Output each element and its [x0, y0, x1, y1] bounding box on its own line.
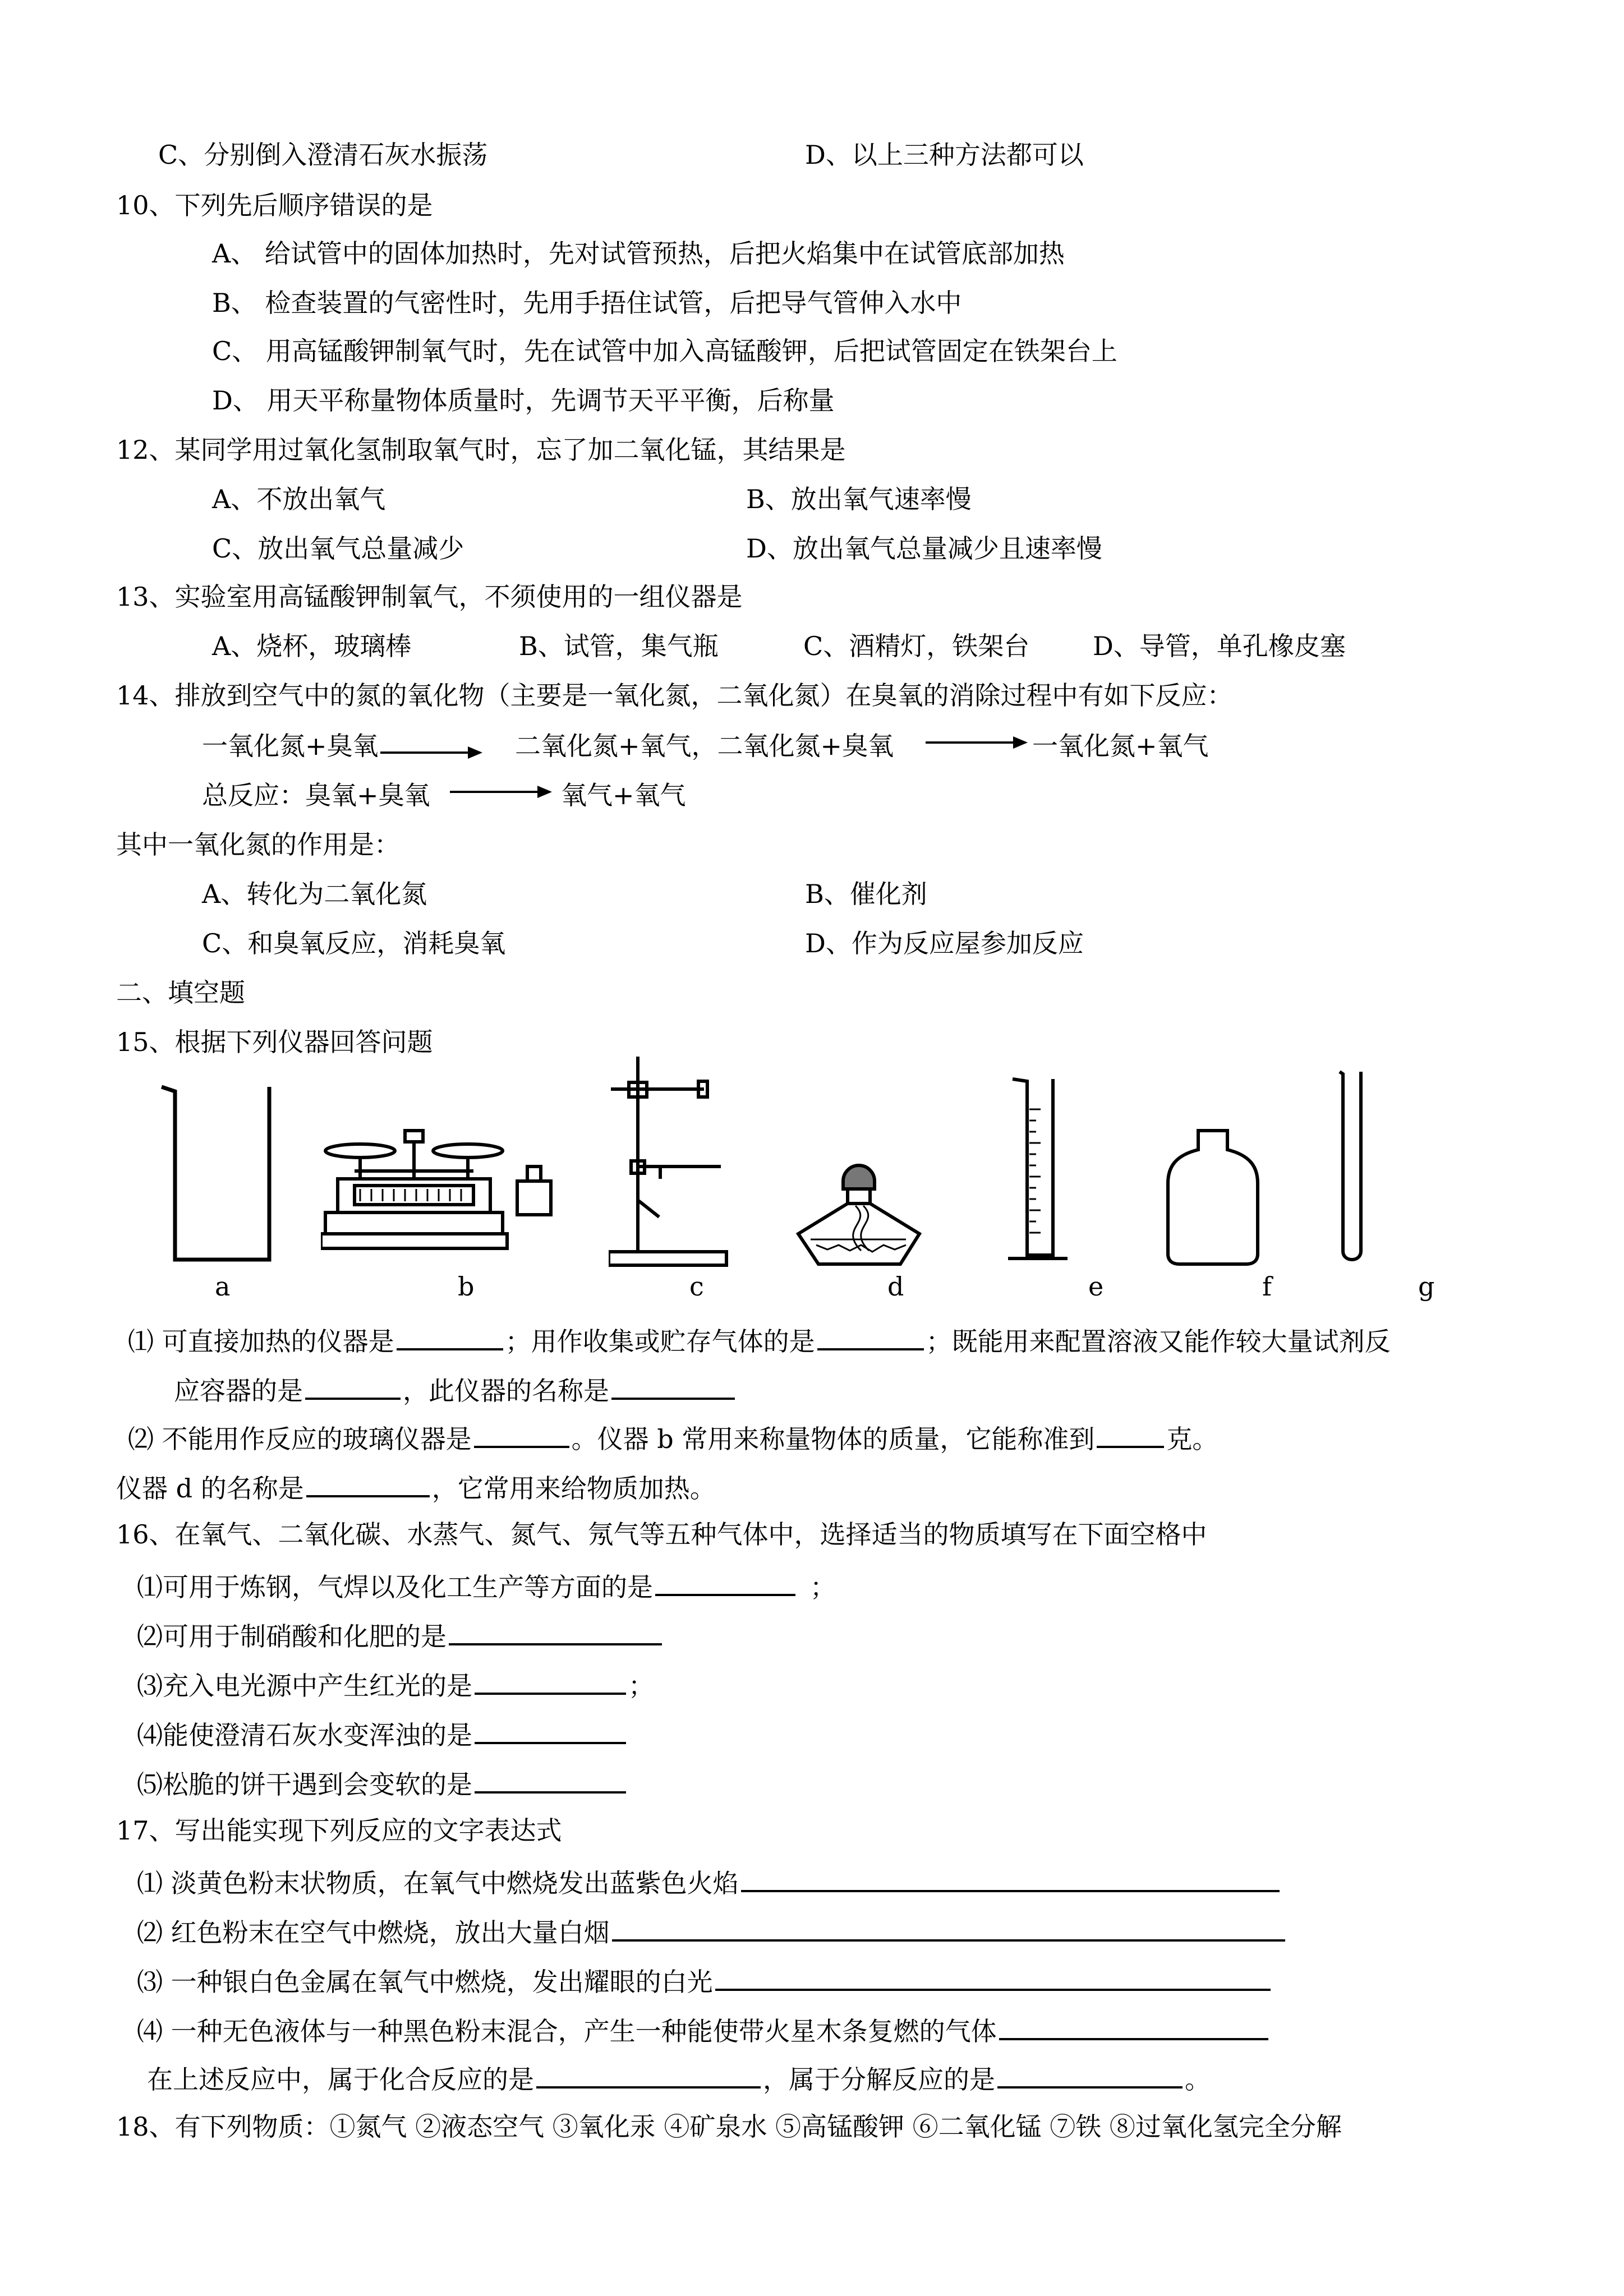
q15-part3 [116, 1469, 716, 1504]
answer-blank[interactable] [475, 1765, 626, 1794]
q17-summary-text-b: ，属于分解反应的是 [763, 2064, 995, 2095]
figure-label-d: d [887, 1271, 904, 1302]
q16-item2 [137, 1617, 664, 1652]
q14-reaction1-right: 二氧化氮+氧气，二氧化氮+臭氧 [515, 731, 894, 761]
q16-item3-text: ⑶充入电光源中产生红光的是 [137, 1671, 472, 1701]
reaction-arrow [450, 791, 550, 793]
q15-part1-text-c: ；既能用来配置溶液又能作较大量试剂反 [926, 1326, 1391, 1357]
q16-item4 [137, 1716, 628, 1751]
q16-item2-text: ⑵可用于制硝酸和化肥的是 [137, 1621, 447, 1652]
q14-option-c: C、和臭氧反应，消耗臭氧 [202, 928, 506, 958]
q13-option-b: B、试管，集气瓶 [519, 631, 719, 661]
q13-stem: 13、实验室用高锰酸钾制氧气，不须使用的一组仪器是 [116, 582, 743, 612]
figure-label-b: b [458, 1271, 475, 1302]
q14-total-right: 氧气+氧气 [561, 780, 686, 810]
q14-option-d: D、作为反应屋参加反应 [805, 928, 1084, 958]
section-heading: 二、填空题 [116, 978, 245, 1008]
answer-blank[interactable] [306, 1469, 430, 1497]
q15-part1-text-b: ；用作收集或贮存气体的是 [505, 1326, 815, 1357]
q14-reaction2-right: 一氧化氮+氧气 [1032, 731, 1209, 761]
q14-reaction1-left: 一氧化氮+臭氧 [202, 731, 379, 761]
q16-item1 [137, 1568, 836, 1603]
q17-item3-text: ⑶ 一种银白色金属在氧气中燃烧，发出耀眼的白光 [137, 1967, 713, 1997]
figure-label-c: c [689, 1271, 704, 1302]
figure-label-f: f [1262, 1271, 1272, 1302]
q18-stem: 18、有下列物质：①氮气 ②液态空气 ③氧化汞 ④矿泉水 ⑤高锰酸钾 ⑥二氧化锰 ⑦铁 ⑧过氧化氢完全分解 [116, 2111, 1342, 2142]
q13-option-c: C、酒精灯，铁架台 [803, 631, 1030, 661]
q15-part3-text-b: ，它常用来给物质加热。 [431, 1473, 716, 1504]
q15-part2-text-c: 克。 [1166, 1424, 1218, 1454]
gas-collecting-bottle-icon [1166, 1127, 1261, 1267]
q10-option-d: D、 用天平称量物体质量时，先调节天平平衡，后称量 [212, 385, 835, 416]
q16-stem: 16、在氧气、二氧化碳、水蒸气、氮气、氖气等五种气体中，选择适当的物质填写在下面空格中 [116, 1519, 1207, 1550]
answer-blank[interactable] [611, 1372, 735, 1400]
q13-option-d: D、导管，单孔橡皮塞 [1093, 631, 1346, 661]
q15-part3-text-a: 仪器 d 的名称是 [116, 1473, 304, 1504]
figure-label-a: a [215, 1271, 231, 1302]
answer-blank[interactable] [397, 1322, 503, 1350]
q17-item2 [137, 1914, 1287, 1948]
q17-item3 [137, 1963, 1273, 1998]
q10-option-b: B、 检查装置的气密性时，先用手捂住试管，后把导气管伸入水中 [212, 288, 962, 318]
answer-blank[interactable] [612, 1914, 1285, 1942]
answer-blank[interactable] [1097, 1420, 1164, 1448]
q15-part2-text-a: ⑵ 不能用作反应的玻璃仪器是 [128, 1424, 472, 1454]
q10-option-a: A、 给试管中的固体加热时，先对试管预热，后把火焰集中在试管底部加热 [212, 238, 1065, 269]
q15-part1-text-a: ⑴ 可直接加热的仪器是 [128, 1326, 394, 1357]
q17-item1-text: ⑴ 淡黄色粉末状物质，在氧气中燃烧发出蓝紫色火焰 [137, 1868, 739, 1898]
q16-item1-end: ； [810, 1572, 836, 1602]
figure-label-e: e [1088, 1271, 1104, 1302]
answer-blank[interactable] [999, 2012, 1268, 2040]
answer-blank[interactable] [741, 1864, 1280, 1892]
answer-blank[interactable] [817, 1322, 924, 1350]
reaction-arrow [380, 751, 480, 754]
q10-stem: 10、下列先后顺序错误的是 [116, 190, 433, 220]
answer-blank[interactable] [655, 1568, 795, 1596]
q12-option-a: A、不放出氧气 [212, 484, 386, 514]
q17-item2-text: ⑵ 红色粉末在空气中燃烧，放出大量白烟 [137, 1917, 610, 1948]
q17-summary-text-a: 在上述反应中，属于化合反应的是 [147, 2064, 534, 2095]
answer-blank[interactable] [449, 1617, 662, 1645]
q16-item4-text: ⑷能使澄清石灰水变浑浊的是 [137, 1720, 472, 1750]
q12-option-c: C、放出氧气总量减少 [212, 533, 464, 564]
q16-item1-text: ⑴可用于炼钢，气焊以及化工生产等方面的是 [137, 1572, 653, 1602]
q17-summary-text-c: 。 [1185, 2064, 1211, 2095]
q12-option-b: B、放出氧气速率慢 [746, 484, 972, 514]
q12-option-d: D、放出氧气总量减少且速率慢 [746, 533, 1102, 564]
q17-item4 [137, 2012, 1271, 2047]
q14-stem: 14、排放到空气中的氮的氧化物（主要是一氧化氮，二氧化氮）在臭氧的消除过程中有如下反应： [116, 680, 1233, 711]
q15-part1-line1 [128, 1322, 1391, 1357]
figure-label-g: g [1418, 1271, 1435, 1302]
q14-question: 其中一氧化氮的作用是： [116, 829, 400, 860]
iron-stand-icon [609, 1054, 738, 1267]
q15-stem: 15、根据下列仪器回答问题 [116, 1027, 433, 1057]
q13-option-a: A、烧杯，玻璃棒 [212, 631, 412, 661]
q14-option-b: B、催化剂 [805, 879, 927, 909]
q15-part2-text-b: 。仪器 b 常用来称量物体的质量，它能称准到 [571, 1424, 1095, 1454]
q15-part2 [128, 1420, 1218, 1455]
balance-icon [321, 1127, 556, 1267]
answer-blank[interactable] [475, 1716, 626, 1744]
q16-item3 [137, 1667, 654, 1702]
q9-option-c: C、分别倒入澄清石灰水振荡 [158, 140, 488, 170]
graduated-cylinder-icon [1007, 1076, 1069, 1267]
q16-item3-end: ； [628, 1671, 654, 1701]
reaction-arrow [926, 741, 1025, 744]
alcohol-lamp-icon [794, 1161, 923, 1267]
q10-option-c: C、 用高锰酸钾制氧气时，先在试管中加入高锰酸钾，后把试管固定在铁架台上 [212, 336, 1117, 366]
q15-part1-line2 [174, 1372, 737, 1407]
q17-stem: 17、写出能实现下列反应的文字表达式 [116, 1815, 562, 1846]
q17-item1 [137, 1864, 1282, 1899]
q15-part1-text-d: 应容器的是 [174, 1376, 303, 1406]
q15-part1-text-e: ，此仪器的名称是 [403, 1376, 609, 1406]
q17-item4-text: ⑷ 一种无色液体与一种黑色粉末混合，产生一种能使带火星木条复燃的气体 [137, 2016, 997, 2046]
q16-item5-text: ⑸松脆的饼干遇到会变软的是 [137, 1769, 472, 1800]
answer-blank[interactable] [536, 2060, 761, 2088]
beaker-icon [158, 1082, 282, 1267]
q14-option-a: A、转化为二氧化氮 [202, 879, 427, 909]
answer-blank[interactable] [715, 1963, 1271, 1991]
answer-blank[interactable] [305, 1372, 401, 1400]
q9-option-d: D、以上三种方法都可以 [805, 140, 1084, 170]
test-tube-icon [1336, 1068, 1370, 1267]
answer-blank[interactable] [475, 1667, 626, 1695]
q16-item5 [137, 1765, 628, 1800]
q12-stem: 12、某同学用过氧化氢制取氧气时，忘了加二氧化锰，其结果是 [116, 435, 846, 465]
answer-blank[interactable] [474, 1420, 569, 1448]
q14-total-left: 总反应：臭氧+臭氧 [202, 780, 430, 810]
answer-blank[interactable] [997, 2060, 1183, 2088]
q17-summary [147, 2060, 1211, 2095]
